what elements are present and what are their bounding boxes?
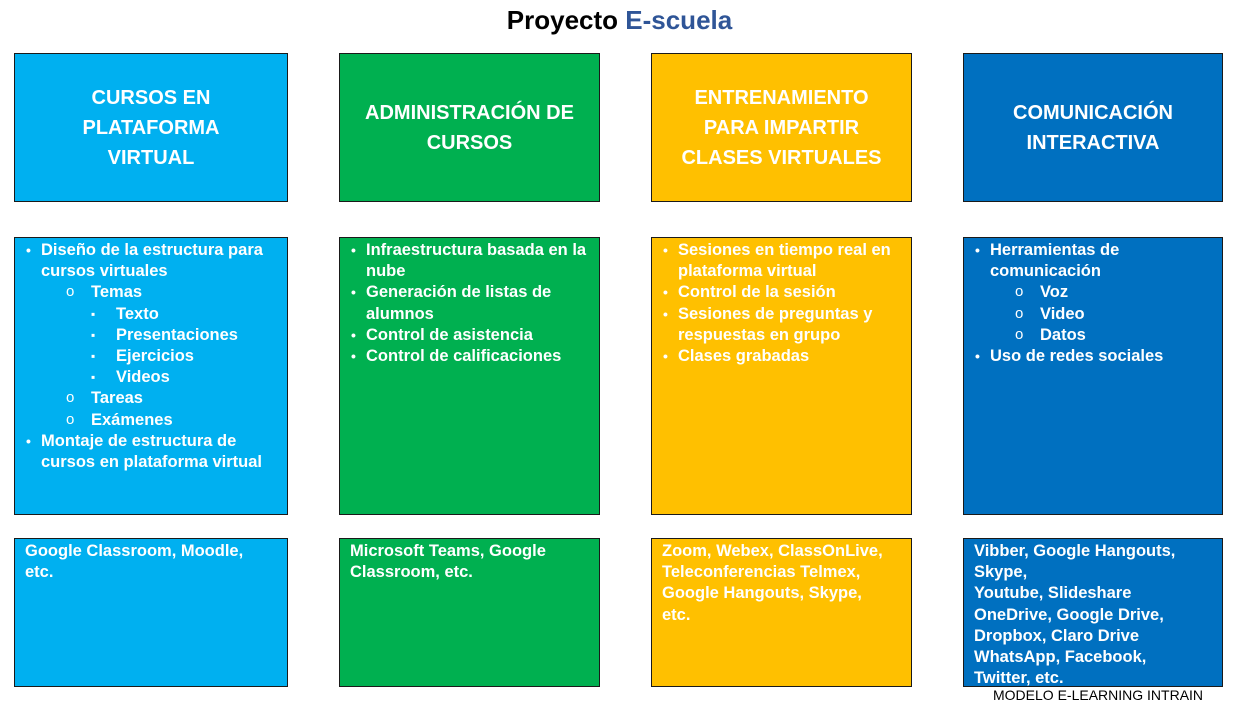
header-line: CLASES VIRTUALES: [681, 146, 882, 169]
tools-box-administracion: Microsoft Teams, Google Classroom, etc.: [339, 538, 600, 687]
header-line: INTERACTIVA: [1026, 131, 1160, 154]
tools-box-cursos: Google Classroom, Moodle, etc.: [14, 538, 288, 687]
list-item: • Sesiones de preguntas y respuestas en grupo: [662, 304, 903, 346]
header-line: PARA IMPARTIR: [703, 116, 860, 139]
header-box-comunicacion: [963, 53, 1223, 202]
title-main: Proyecto: [506, 5, 619, 35]
list-item: • Control de asistencia: [350, 325, 591, 346]
list-item: o Datos: [974, 325, 1214, 346]
list-item: • Herramientas de comunicación: [974, 240, 1214, 282]
list-item: ▪ Ejercicios: [25, 346, 279, 367]
list-item: o Exámenes: [25, 410, 279, 431]
header-box-administracion: [339, 53, 600, 202]
items-box-cursos: [14, 237, 288, 515]
items-box-administracion: [339, 237, 600, 515]
page-title: [0, 4, 1239, 36]
header-box-entrenamiento: [651, 53, 912, 202]
tools-box-entrenamiento: Zoom, Webex, ClassOnLive, Teleconferencias Telmex, Google Hangouts, Skype, etc.: [651, 538, 912, 687]
list-item: • Control de la sesión: [662, 282, 903, 303]
header-line: ADMINISTRACIÓN DE: [365, 101, 574, 124]
list-item: • Diseño de la estructura para cursos virtuales: [25, 240, 279, 282]
list-item: ▪ Videos: [25, 367, 279, 388]
tools-box-comunicacion: Vibber, Google Hangouts, Skype, Youtube, Slideshare OneDrive, Google Drive, Dropbox, Claro Drive WhatsApp, Facebook, Twitter, etc.: [963, 538, 1223, 687]
list-item: • Clases grabadas: [662, 346, 903, 367]
list-item: o Temas: [25, 282, 279, 303]
footer-caption: MODELO E-LEARNING INTRAIN: [993, 687, 1204, 703]
list-item: • Montaje de estructura de cursos en plataforma virtual: [25, 431, 279, 473]
title-accent: E-scuela: [625, 5, 733, 35]
header-line: ENTRENAMIENTO: [694, 86, 869, 109]
header-box-cursos: [14, 53, 288, 202]
header-line: PLATAFORMA: [82, 116, 220, 139]
list-item: o Video: [974, 304, 1214, 325]
header-line: CURSOS EN: [91, 86, 211, 109]
list-item: • Control de calificaciones: [350, 346, 591, 367]
header-line: VIRTUAL: [107, 146, 195, 169]
header-line: COMUNICACIÓN: [1013, 101, 1173, 124]
list-item: • Sesiones en tiempo real en plataforma virtual: [662, 240, 903, 282]
list-item: o Tareas: [25, 388, 279, 409]
items-box-entrenamiento: [651, 237, 912, 515]
list-item: ▪ Presentaciones: [25, 325, 279, 346]
list-item: • Uso de redes sociales: [974, 346, 1214, 367]
items-box-comunicacion: [963, 237, 1223, 515]
list-item: ▪ Texto: [25, 304, 279, 325]
list-item: • Infraestructura basada en la nube: [350, 240, 591, 282]
list-item: o Voz: [974, 282, 1214, 303]
header-line: CURSOS: [426, 131, 513, 154]
list-item: • Generación de listas de alumnos: [350, 282, 591, 324]
